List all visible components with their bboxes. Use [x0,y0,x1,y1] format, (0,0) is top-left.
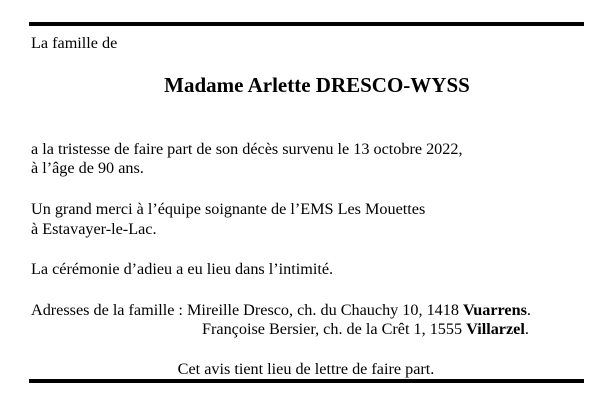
announcement-line-2: à l’âge de 90 ans. [31,159,144,177]
announcement-line-1: a la tristesse de faire part de son décès survenu le 13 octobre 2022, [31,140,463,158]
address-line-1 [31,301,531,320]
thanks-line-1: Un grand merci à l’équipe soignante de l’EMS Les Mouettes [31,200,426,218]
address-1-end: . [526,301,531,319]
address-1-text: Mireille Dresco, ch. du Chauchy 10, 1418 [182,301,464,319]
address-2-text: Françoise Bersier, ch. de la Crêt 1, 1555 [202,320,467,338]
opening-line: La famille de [31,34,118,52]
address-line-2 [202,320,529,339]
closing-line: Cet avis tient lieu de lettre de faire part. [177,360,435,378]
addresses-label: Adresses de la famille : [31,301,183,319]
deceased-name: Madame Arlette DRESCO-WYSS [164,73,470,97]
address-2-town: Villarzel [466,320,525,338]
address-1-town: Vuarrens [463,301,527,319]
top-rule [29,22,584,26]
ceremony-line: La cérémonie d’adieu a eu lieu dans l’intimité. [31,260,334,278]
address-2-end: . [524,320,529,338]
thanks-line-2: à Estavayer-le-Lac. [31,220,157,238]
bottom-rule [29,379,584,383]
